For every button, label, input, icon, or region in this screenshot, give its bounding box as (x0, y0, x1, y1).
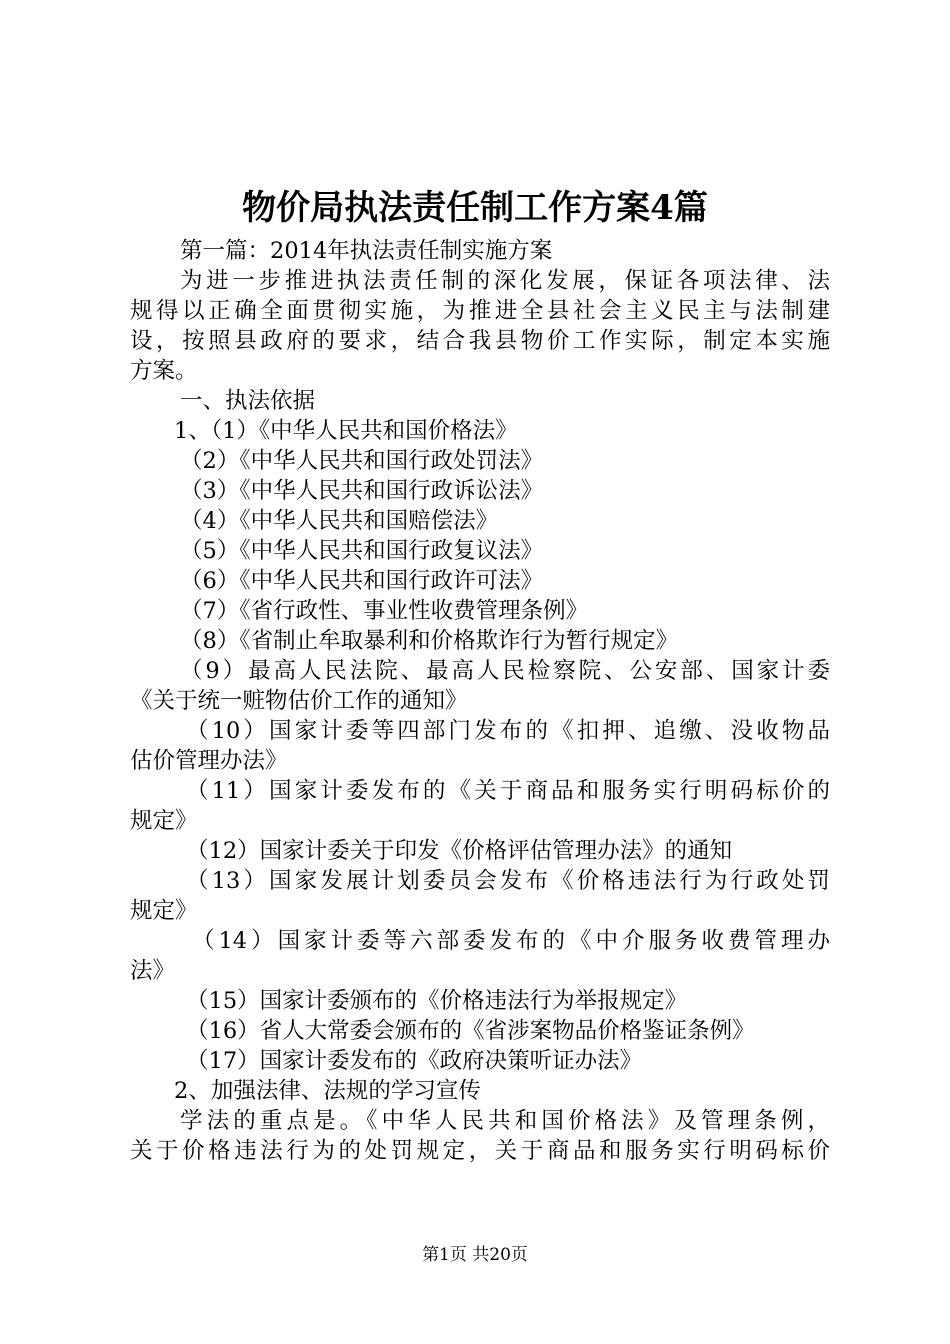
document-body (130, 236, 830, 1166)
text-line: 为进一步推进执法责任制的深化发展，保证各项法律、法 (180, 268, 830, 294)
list-item: （13）国家发展计划委员会发布《价格违法行为行政处罚 (186, 868, 830, 894)
text-line: 学法的重点是。《中华人民共和国价格法》及管理条例， (180, 1108, 830, 1134)
list-item-continuation: 规定》 (130, 808, 198, 834)
list-item: （12）国家计委关于印发《价格评估管理办法》的通知 (186, 838, 733, 864)
list-item: （8）《省制止牟取暴利和价格欺诈行为暂行规定》 (180, 628, 679, 654)
list-item: （6）《中华人民共和国行政许可法》 (180, 568, 544, 594)
list-item-continuation: 《关于统一赃物估价工作的通知》 (130, 688, 468, 714)
list-item: （11）国家计委发布的《关于商品和服务实行明码标价的 (186, 778, 830, 804)
list-item: （15）国家计委颁布的《价格违法行为举报规定》 (186, 988, 688, 1014)
list-item: （2）《中华人民共和国行政处罚法》 (180, 448, 544, 474)
list-item-continuation: 估价管理办法》 (130, 748, 288, 774)
list-item: （7）《省行政性、事业性收费管理条例》 (180, 598, 589, 624)
list-item: （3）《中华人民共和国行政诉讼法》 (180, 478, 544, 504)
list-item: （14）国家计委等六部委发布的《中介服务收费管理办 (192, 928, 830, 954)
document-title: 物价局执法责任制工作方案4篇 (242, 188, 708, 228)
section-heading: 2、加强法律、法规的学习宣传 (174, 1078, 481, 1104)
list-item-continuation: 法》 (130, 958, 176, 984)
list-item: （5）《中华人民共和国行政复议法》 (180, 538, 544, 564)
list-item: （17）国家计委发布的《政府决策听证办法》 (186, 1048, 643, 1074)
text-line: 1、（1）《中华人民共和国价格法》 (174, 418, 518, 444)
list-item: （10）国家计委等四部门发布的《扣押、追缴、没收物品 (186, 718, 830, 744)
list-item: （9）最高人民法院、最高人民检察院、公安部、国家计委 (180, 658, 830, 684)
list-item: （16）省人大常委会颁布的《省涉案物品价格鉴证条例》 (186, 1018, 755, 1044)
text-line: 第一篇：2014年执法责任制实施方案 (180, 238, 553, 264)
list-item-continuation: 规定》 (130, 898, 198, 924)
text-line: 关于价格违法行为的处罚规定，关于商品和服务实行明码标价 (130, 1138, 830, 1164)
list-item: （4）《中华人民共和国赔偿法》 (180, 508, 499, 534)
page-number: 第1页 共20页 (422, 1245, 528, 1265)
text-line: 方案。 (130, 358, 198, 384)
text-line: 规得以正确全面贯彻实施，为推进全县社会主义民主与法制建 (130, 298, 830, 324)
section-heading: 一、执法依据 (180, 388, 316, 414)
text-line: 设，按照县政府的要求，结合我县物价工作实际，制定本实施 (130, 328, 830, 354)
